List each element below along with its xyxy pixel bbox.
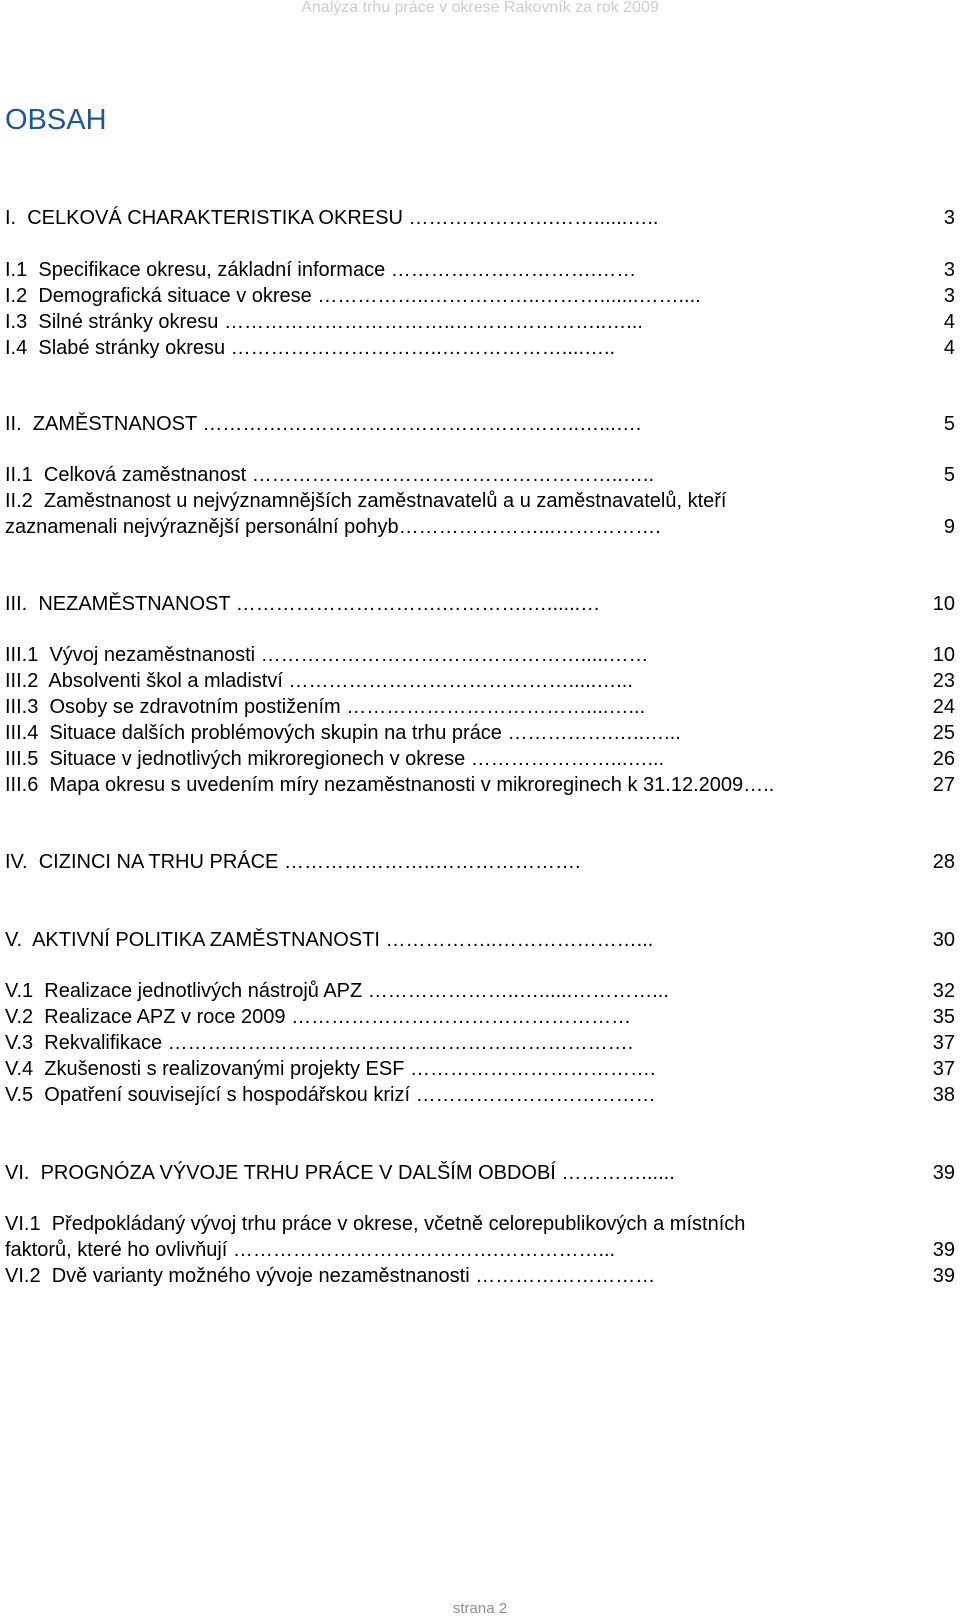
toc-entry-page: 25: [932, 722, 955, 744]
toc-entry[interactable]: [5, 1160, 955, 1186]
toc-entry-page: 26: [932, 748, 955, 770]
toc-entry[interactable]: [5, 309, 955, 335]
toc-entry[interactable]: [5, 694, 955, 720]
toc-entry[interactable]: [5, 720, 955, 746]
toc-entry[interactable]: [5, 488, 955, 514]
toc-entry[interactable]: [5, 257, 955, 283]
toc-entry-text: V. AKTIVNÍ POLITIKA ZAMĚSTNANOSTI ……………..…………………...: [5, 929, 654, 951]
toc-entry-text: III. NEZAMĚSTNANOST ………………………….………….…......…: [5, 593, 601, 615]
toc-entry[interactable]: [5, 849, 955, 875]
toc-entry[interactable]: [5, 1030, 955, 1056]
toc-entry-text: V.1 Realizace jednotlivých nástrojů APZ …………………..…......…………...: [5, 980, 669, 1002]
toc-entry[interactable]: [5, 335, 955, 361]
toc-entry-text: II. ZAMĚSTNANOST ………….……………………………………..…...….: [5, 413, 642, 435]
toc-entry-text: faktorů, které ho ovlivňují ………………………………….……………...: [5, 1239, 616, 1261]
toc-entry-text: V.5 Opatření související s hospodářskou krizí ………………………………: [5, 1084, 656, 1106]
toc-entry-page: 4: [943, 311, 955, 333]
toc-entry-page: 9: [943, 516, 955, 538]
page-title: OBSAH: [5, 104, 107, 136]
toc-entry-text: III.5 Situace v jednotlivých mikroregionech v okrese …………………...…...: [5, 748, 665, 770]
toc-entry-text: I.1 Specifikace okresu, základní informace ………………………….……: [5, 259, 637, 281]
toc-entry-page: 39: [932, 1265, 955, 1287]
toc-entry-text: III.4 Situace dalších problémových skupin na trhu práce …………….…..…...: [5, 722, 681, 744]
page-footer: strana 2: [452, 1600, 508, 1617]
toc-entry[interactable]: [5, 668, 955, 694]
toc-entry-text: VI.2 Dvě varianty možného vývoje nezaměstnanosti ………………………: [5, 1265, 656, 1287]
toc-entry-text: VI.1 Předpokládaný vývoj trhu práce v okrese, včetně celorepublikových a místních: [5, 1213, 746, 1235]
toc-entry-page: 5: [943, 413, 955, 435]
toc-entry-text: II.2 Zaměstnanost u nejvýznamnějších zaměstnavatelů a u zaměstnavatelů, kteří: [5, 490, 727, 512]
toc-entry[interactable]: [5, 772, 955, 798]
toc-entry[interactable]: [5, 978, 955, 1004]
toc-entry-page: 3: [943, 259, 955, 281]
toc-entry[interactable]: [5, 1237, 955, 1263]
toc-entry[interactable]: [5, 1211, 955, 1237]
toc-entry[interactable]: [5, 462, 955, 488]
toc-entry[interactable]: [5, 927, 955, 953]
toc-entry-page: 10: [932, 644, 955, 666]
toc-entry[interactable]: [5, 642, 955, 668]
toc-entry[interactable]: [5, 1082, 955, 1108]
toc-entry-page: 38: [932, 1084, 955, 1106]
toc-entry-page: 24: [932, 696, 955, 718]
toc-entry[interactable]: [5, 283, 955, 309]
toc-entry[interactable]: [5, 1004, 955, 1030]
toc-entry-page: 3: [943, 285, 955, 307]
toc-entry-text: I.4 Slabé stránky okresu …………………………..………………....…..: [5, 337, 616, 359]
toc-entry-text: II.1 Celková zaměstnanost ………………………………………………..…..: [5, 464, 655, 486]
toc-entry-text: VI. PROGNÓZA VÝVOJE TRHU PRÁCE V DALŠÍM OBDOBÍ …………......: [5, 1162, 675, 1184]
toc-entry-text: I. CELKOVÁ CHARAKTERISTIKA OKRESU ………………….……......…..: [5, 207, 659, 229]
toc-entry[interactable]: [5, 1056, 955, 1082]
toc-entry-text: III.1 Vývoj nezaměstnanosti ………………………………………….....……: [5, 644, 649, 666]
toc-entry-page: 37: [932, 1032, 955, 1054]
toc-entry-page: 37: [932, 1058, 955, 1080]
toc-entry-page: 5: [943, 464, 955, 486]
toc-entry-page: 28: [932, 851, 955, 873]
toc-entry-text: V.4 Zkušenosti s realizovanými projekty ESF ……………………………….: [5, 1058, 656, 1080]
toc-entry-text: III.6 Mapa okresu s uvedením míry nezaměstnanosti v mikroreginech k 31.12.2009…..: [5, 774, 775, 796]
toc-entry-text: III.3 Osoby se zdravotním postižením ………………………………....…...: [5, 696, 646, 718]
toc-entry-page: 30: [932, 929, 955, 951]
running-header: Analýza trhu práce v okrese Rakovník za rok 2009: [301, 0, 659, 16]
toc-entry-text: IV. CIZINCI NA TRHU PRÁCE …………………..………………….: [5, 851, 581, 873]
toc-entry-page: 10: [932, 593, 955, 615]
toc-entry-text: III.2 Absolventi škol a mladiství …………………………………….....…...: [5, 670, 633, 692]
toc-entry-text: I.2 Demografická situace v okrese ……………..……………..……….......……....: [5, 285, 701, 307]
toc-entry[interactable]: [5, 746, 955, 772]
toc-entry[interactable]: [5, 591, 955, 617]
toc-entry-page: 35: [932, 1006, 955, 1028]
toc-entry-text: V.3 Rekvalifikace …………………………………………………………….: [5, 1032, 634, 1054]
toc-entry-page: 23: [932, 670, 955, 692]
toc-entry-page: 27: [932, 774, 955, 796]
toc-entry-text: zaznamenali nejvýraznější personální pohyb…………………...…………….: [5, 516, 661, 538]
toc-entry-text: V.2 Realizace APZ v roce 2009 ……………………………………………: [5, 1006, 632, 1028]
toc-entry[interactable]: [5, 205, 955, 231]
toc-entry-page: 39: [932, 1162, 955, 1184]
toc-entry-page: 39: [932, 1239, 955, 1261]
toc-entry-page: 3: [943, 207, 955, 229]
toc-entry[interactable]: [5, 514, 955, 540]
toc-entry-page: 4: [943, 337, 955, 359]
toc-entry[interactable]: [5, 1263, 955, 1289]
toc-entry-text: I.3 Silné stránky okresu ……………………………..…………………..…...: [5, 311, 643, 333]
toc-entry-page: 32: [932, 980, 955, 1002]
toc-entry[interactable]: [5, 411, 955, 437]
